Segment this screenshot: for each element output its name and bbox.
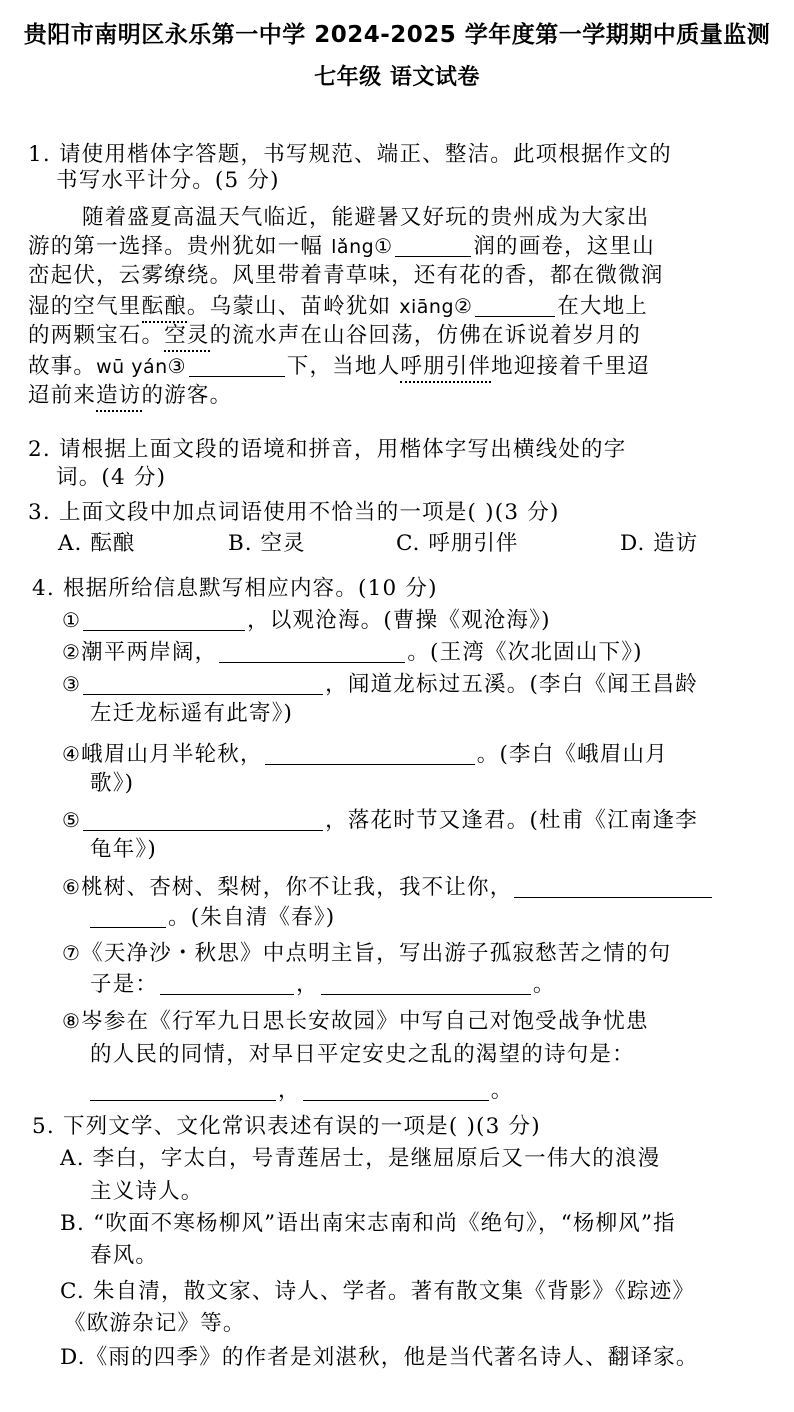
- passage-text: 迢前来: [28, 383, 97, 408]
- passage-text: 的两颗宝石。: [28, 323, 165, 348]
- answer-blank-q4-5[interactable]: [83, 808, 323, 831]
- option-b[interactable]: B. 空灵: [228, 531, 306, 556]
- recite-item-1: [62, 605, 551, 636]
- q5-stem: 5. 下列文学、文化常识表述有误的一项是( )(3 分): [32, 1114, 541, 1139]
- item-marker: ⑤: [62, 808, 82, 832]
- dotted-word: 造访: [96, 383, 141, 412]
- option-c-cont: 《欧游杂记》等。: [64, 1311, 246, 1336]
- passage-text: 在大地上: [557, 294, 648, 319]
- answer-blank-q4-8a[interactable]: [90, 1078, 276, 1101]
- passage-text: 润的画卷，这里山: [473, 234, 655, 259]
- item-text: ，: [296, 972, 319, 997]
- option-d[interactable]: D.《雨的四季》的作者是刘湛秋，他是当代著名诗人、翻译家。: [60, 1345, 699, 1370]
- item-text: ，闻道龙标过五溪。(李白《闻王昌龄: [325, 672, 698, 697]
- pinyin-hint: lǎng: [331, 236, 375, 258]
- pinyin-hint: xiāng: [399, 296, 455, 318]
- pinyin-hint: wū yán: [96, 356, 168, 378]
- recite-item-8: [62, 1006, 649, 1037]
- item-marker: ②: [62, 640, 82, 664]
- answer-blank-q4-1[interactable]: [83, 608, 245, 631]
- blank-marker: ②: [454, 294, 474, 318]
- recite-item-8-cont: [90, 1076, 513, 1106]
- item-marker: ⑧: [62, 1009, 82, 1033]
- recite-item-2: [62, 637, 643, 668]
- item-text: 。: [532, 972, 556, 997]
- blank-marker: ③: [167, 354, 187, 378]
- exam-subtitle: 七年级 语文试卷: [314, 65, 480, 90]
- item-text: 潮平两岸阔，: [81, 640, 218, 665]
- answer-blank-q4-4[interactable]: [265, 742, 475, 765]
- q1-stem-line1: 1. 请使用楷体字答题，书写规范、端正、整洁。此项根据作文的: [28, 142, 672, 167]
- option-d[interactable]: D. 造访: [620, 531, 699, 556]
- item-text: 子是：: [90, 972, 159, 997]
- passage-line: [28, 321, 641, 351]
- answer-blank-q4-7a[interactable]: [160, 972, 294, 995]
- item-marker: ⑦: [62, 941, 82, 965]
- item-text: 岑参在《行军九日思长安故园》中写自己对饱受战争忧患: [81, 1009, 649, 1034]
- answer-blank-q4-8b[interactable]: [303, 1078, 489, 1101]
- option-b[interactable]: B. “吹面不寒杨柳风”语出南宋志南和尚《绝句》，“杨柳风”指: [60, 1211, 676, 1236]
- item-marker: ④: [62, 742, 82, 766]
- recite-item-7: [62, 938, 671, 969]
- item-text: 。(王湾《次北固山下》): [407, 640, 643, 665]
- q1-stem-line2: 书写水平计分。(5 分): [56, 168, 280, 193]
- passage-line: 峦起伏，云雾缭绕。风里带着青草味，还有花的香，都在微微润: [28, 263, 664, 288]
- answer-blank-2[interactable]: [475, 294, 555, 317]
- item-text: 。: [490, 1078, 514, 1103]
- passage-text: 。乌蒙山、苗岭犹如: [186, 294, 400, 319]
- dotted-word: 呼朋引伴: [400, 354, 491, 383]
- passage-line: [28, 231, 655, 262]
- item-text: ，落花时节又逢君。(杜甫《江南逢李: [325, 808, 698, 833]
- item-text: 《天净沙・秋思》中点明主旨，写出游子孤寂愁苦之情的句: [81, 941, 672, 966]
- recite-item-5-cont: 龟年》): [90, 837, 157, 862]
- passage-line: [28, 291, 648, 322]
- recite-item-8-line2: 的人民的同情，对早日平定安史之乱的渴望的诗句是：: [90, 1042, 635, 1067]
- blank-marker: ①: [374, 234, 394, 258]
- passage-text: 的流水声在山谷回荡，仿佛在诉说着岁月的: [209, 323, 641, 348]
- recite-item-7-cont: [90, 970, 556, 1000]
- answer-blank-q4-3[interactable]: [83, 672, 323, 695]
- passage-line: [28, 351, 650, 382]
- option-c[interactable]: C. 呼朋引伴: [396, 531, 519, 556]
- recite-item-3-cont: 左迁龙标遥有此寄》): [90, 701, 294, 726]
- q3-stem: 3. 上面文段中加点词语使用不恰当的一项是( )(3 分): [28, 500, 560, 525]
- answer-blank-q4-2[interactable]: [219, 640, 405, 663]
- item-marker: ①: [62, 608, 82, 632]
- recite-item-6: [62, 872, 714, 903]
- exam-title: 贵阳市南明区永乐第一中学 2024-2025 学年度第一学期期中质量监测: [23, 22, 771, 48]
- passage-text: 湿的空气里: [28, 294, 142, 319]
- passage-text: 地迎接着千里迢: [491, 354, 651, 379]
- item-text: 峨眉山月半轮秋，: [81, 742, 263, 767]
- answer-blank-q4-7b[interactable]: [321, 972, 531, 995]
- passage-text: 下，当地人: [286, 354, 401, 379]
- q4-stem: 4. 根据所给信息默写相应内容。(10 分): [32, 576, 438, 601]
- recite-item-3: [62, 669, 698, 700]
- item-text: ，: [278, 1078, 301, 1103]
- answer-blank-1[interactable]: [395, 234, 471, 257]
- item-text: 桃树、杏树、梨树，你不让我，我不让你，: [81, 875, 513, 900]
- item-text: 。(朱自清《春》): [168, 905, 336, 930]
- q2-stem-line1: 2. 请根据上面文段的语境和拼音，用楷体字写出横线处的字: [28, 437, 627, 462]
- passage-text: 故事。: [28, 354, 97, 379]
- passage-text: 的游客。: [141, 383, 233, 408]
- dotted-word: 酝酿: [142, 294, 187, 323]
- q2-stem-line2: 词。(4 分): [56, 465, 167, 490]
- item-marker: ⑥: [62, 875, 82, 899]
- option-c[interactable]: C. 朱自清，散文家、诗人、学者。著有散文集《背影》《踪迹》: [60, 1279, 696, 1304]
- recite-item-6-cont: [90, 903, 335, 933]
- option-a[interactable]: A. 酝酿: [58, 531, 136, 556]
- recite-item-4: [62, 739, 668, 770]
- option-b-cont: 春风。: [90, 1243, 159, 1268]
- option-a[interactable]: A. 李白，字太白，号青莲居士，是继屈原后又一伟大的浪漫: [60, 1146, 661, 1171]
- option-a-cont: 主义诗人。: [90, 1179, 204, 1204]
- answer-blank-3[interactable]: [189, 354, 285, 377]
- item-text: ，以观沧海。(曹操《观沧海》): [247, 608, 551, 633]
- dotted-word: 空灵: [164, 323, 209, 352]
- recite-item-5: [62, 805, 698, 836]
- passage-line: 随着盛夏高温天气临近，能避暑又好玩的贵州成为大家出: [82, 205, 650, 230]
- item-marker: ③: [62, 672, 82, 696]
- item-text: 。(李白《峨眉山月: [476, 742, 668, 767]
- passage-line: [28, 381, 232, 411]
- answer-blank-q4-6a[interactable]: [514, 875, 712, 898]
- passage-text: 游的第一选择。贵州犹如一幅: [28, 234, 332, 259]
- answer-blank-q4-6b[interactable]: [90, 905, 166, 928]
- recite-item-4-cont: 歌》): [90, 771, 135, 796]
